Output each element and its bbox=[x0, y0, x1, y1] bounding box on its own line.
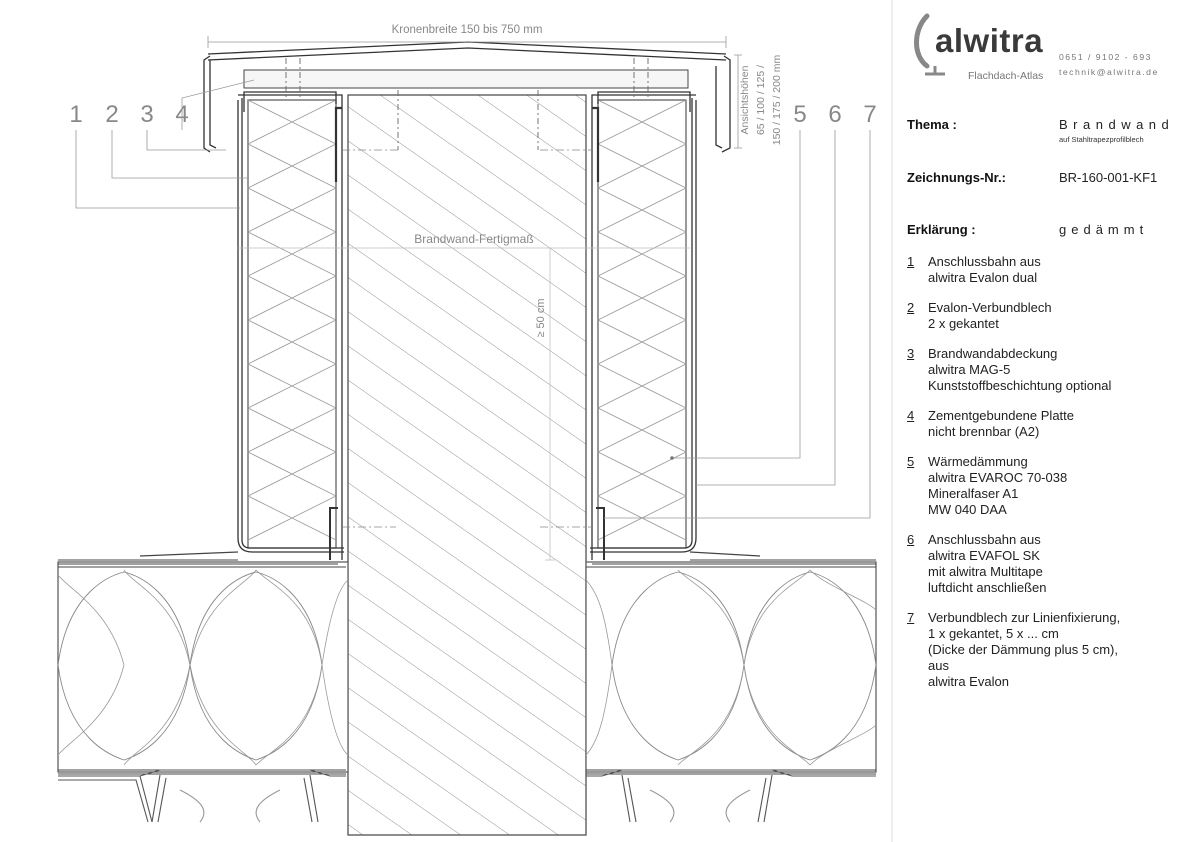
legend-line: aus bbox=[928, 658, 949, 673]
legend-line: alwitra Evalon dual bbox=[928, 270, 1038, 285]
panel-divider bbox=[891, 0, 893, 842]
wall-label: Brandwand-Fertigmaß bbox=[414, 232, 534, 246]
crown-width-label: Kronenbreite 150 bis 750 mm bbox=[391, 24, 543, 36]
legend-line: Evalon-Verbundblech bbox=[928, 300, 1052, 315]
email-address: technik@alwitra.de bbox=[1059, 67, 1159, 77]
legend-item bbox=[907, 454, 1187, 518]
legend-item bbox=[907, 346, 1187, 394]
roof-insulation-left bbox=[58, 562, 348, 772]
legend-text bbox=[928, 454, 1067, 518]
legend-list bbox=[907, 254, 1187, 704]
logo-subtitle: Flachdach-Atlas bbox=[968, 70, 1044, 82]
legend-text bbox=[928, 408, 1074, 440]
thema-label: Thema : bbox=[907, 117, 957, 132]
roof-insulation-right bbox=[586, 562, 876, 772]
svg-text:150 / 175 / 200 mm: 150 / 175 / 200 mm bbox=[771, 54, 783, 146]
legend-line: Verbundblech zur Linienfixierung, bbox=[928, 610, 1121, 625]
logo-wordmark: alwitra bbox=[935, 22, 1044, 59]
callout-6: 6 bbox=[828, 101, 842, 128]
legend-number: 5 bbox=[907, 454, 915, 469]
legend-line: Anschlussbahn aus bbox=[928, 254, 1041, 269]
legend-line: Brandwandabdeckung bbox=[928, 346, 1058, 361]
legend-line: alwitra EVAROC 70-038 bbox=[928, 470, 1068, 485]
legend-line: Mineralfaser A1 bbox=[928, 486, 1019, 501]
legend-line: Anschlussbahn aus bbox=[928, 532, 1041, 547]
leader-lines-left bbox=[76, 80, 254, 208]
callout-4: 4 bbox=[175, 101, 189, 128]
legend-number: 7 bbox=[907, 610, 915, 625]
thema-value: Brandwand bbox=[1059, 117, 1175, 132]
callout-3: 3 bbox=[140, 101, 154, 128]
callout-2: 2 bbox=[105, 101, 119, 128]
legend-line: alwitra MAG-5 bbox=[928, 362, 1011, 377]
legend-line: luftdicht anschließen bbox=[928, 580, 1047, 595]
legend-line: nicht brennbar (A2) bbox=[928, 424, 1040, 439]
legend-line: (Dicke der Dämmung plus 5 cm), bbox=[928, 642, 1118, 657]
legend-line: 1 x gekantet, 5 x ... cm bbox=[928, 626, 1059, 641]
crown-width-dimension bbox=[208, 36, 726, 48]
legend-number: 1 bbox=[907, 254, 915, 269]
callout-7: 7 bbox=[863, 101, 877, 128]
zeichnung-label: Zeichnungs-Nr.: bbox=[907, 170, 1006, 185]
legend-text bbox=[928, 610, 1120, 690]
legend-line: Wärmedämmung bbox=[928, 454, 1028, 469]
upstand-insulation-right bbox=[598, 100, 686, 548]
legend-number: 2 bbox=[907, 300, 915, 315]
legend-number: 4 bbox=[907, 408, 915, 423]
legend-line: Zementgebundene Platte bbox=[928, 408, 1074, 423]
svg-text:65 / 100 / 125 /: 65 / 100 / 125 / bbox=[755, 64, 767, 136]
legend-item bbox=[907, 532, 1187, 596]
legend-line: Kunststoffbeschichtung optional bbox=[928, 378, 1112, 393]
callout-5: 5 bbox=[793, 101, 807, 128]
legend-item bbox=[907, 254, 1187, 286]
callout-1: 1 bbox=[69, 101, 83, 128]
callouts-left bbox=[69, 101, 188, 128]
cement-board bbox=[244, 70, 688, 88]
legend-text bbox=[928, 346, 1111, 394]
legend-line: mit alwitra Multitape bbox=[928, 564, 1043, 579]
svg-text:Ansichtshöhen: Ansichtshöhen bbox=[739, 65, 751, 135]
legend-item bbox=[907, 610, 1187, 690]
zeichnung-value: BR-160-001-KF1 bbox=[1059, 170, 1158, 185]
legend-line: 2 x gekantet bbox=[928, 316, 999, 331]
view-heights bbox=[739, 55, 783, 146]
legend-item bbox=[907, 300, 1187, 332]
legend-item bbox=[907, 408, 1187, 440]
legend-number: 6 bbox=[907, 532, 915, 547]
legend-line: MW 040 DAA bbox=[928, 502, 1007, 517]
legend-text bbox=[928, 300, 1052, 332]
legend-line: alwitra EVAFOL SK bbox=[928, 548, 1040, 563]
erklaerung-value: gedämmt bbox=[1059, 222, 1149, 237]
legend-text bbox=[928, 254, 1041, 286]
callouts-right bbox=[793, 101, 876, 128]
legend-text bbox=[928, 532, 1047, 596]
erklaerung-label: Erklärung : bbox=[907, 222, 976, 237]
min-height-label: ≥ 50 cm bbox=[535, 298, 547, 338]
alwitra-logo bbox=[905, 8, 1045, 82]
upstand-insulation-left bbox=[248, 100, 336, 548]
legend-line: alwitra Evalon bbox=[928, 674, 1009, 689]
title-panel bbox=[895, 0, 1191, 842]
thema-subtitle: auf Stahltrapezprofilblech bbox=[1059, 135, 1144, 144]
phone-number: 0651 / 9102 - 693 bbox=[1059, 52, 1152, 62]
legend-number: 3 bbox=[907, 346, 915, 361]
